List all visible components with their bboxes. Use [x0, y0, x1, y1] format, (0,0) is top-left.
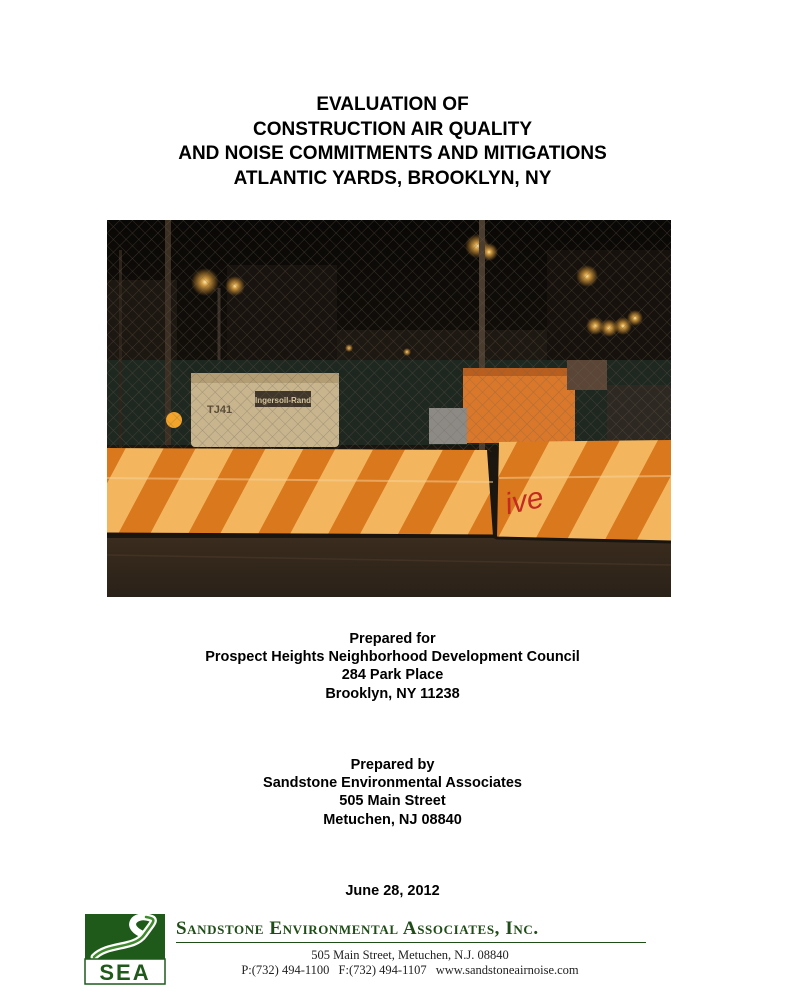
prepared-by-organization: Sandstone Environmental Associates — [263, 775, 522, 792]
title-line-3: AND NOISE COMMITMENTS AND MITIGATIONS — [178, 143, 607, 164]
company-contact — [170, 963, 650, 978]
company-address: 505 Main Street, Metuchen, N.J. 08840 — [311, 948, 509, 962]
prepared-for-organization: Prospect Heights Neighborhood Development Council — [205, 649, 580, 666]
prepared-for-heading: Prepared for — [349, 631, 436, 647]
prepared-for-block — [0, 630, 785, 703]
prepared-by-heading: Prepared by — [350, 757, 435, 773]
footer-divider — [176, 942, 646, 943]
company-phone: P:(732) 494-1100 — [241, 963, 330, 977]
company-fax: F:(732) 494-1107 — [338, 963, 427, 977]
logo-text: SEA — [99, 960, 151, 985]
prepared-by-block — [0, 756, 785, 829]
barrier-graffiti: ive — [502, 480, 547, 522]
prepared-by-city: Metuchen, NJ 08840 — [323, 811, 462, 828]
prepared-by-street: 505 Main Street — [339, 793, 446, 810]
cover-photo — [107, 220, 671, 597]
report-title — [0, 93, 785, 191]
title-line-2: CONSTRUCTION AIR QUALITY — [252, 118, 532, 140]
report-date: June 28, 2012 — [345, 883, 440, 899]
company-website[interactable]: www.sandstoneairnoise.com — [435, 963, 579, 977]
title-line-1: EVALUATION OF — [316, 94, 469, 115]
title-line-4: ATLANTIC YARDS, BROOKLYN, NY — [233, 167, 552, 189]
company-name: Sandstone Environmental Associates, Inc. — [176, 918, 539, 939]
prepared-for-city: Brooklyn, NY 11238 — [325, 685, 460, 702]
sea-logo — [84, 913, 166, 985]
prepared-for-street: 284 Park Place — [341, 667, 444, 684]
